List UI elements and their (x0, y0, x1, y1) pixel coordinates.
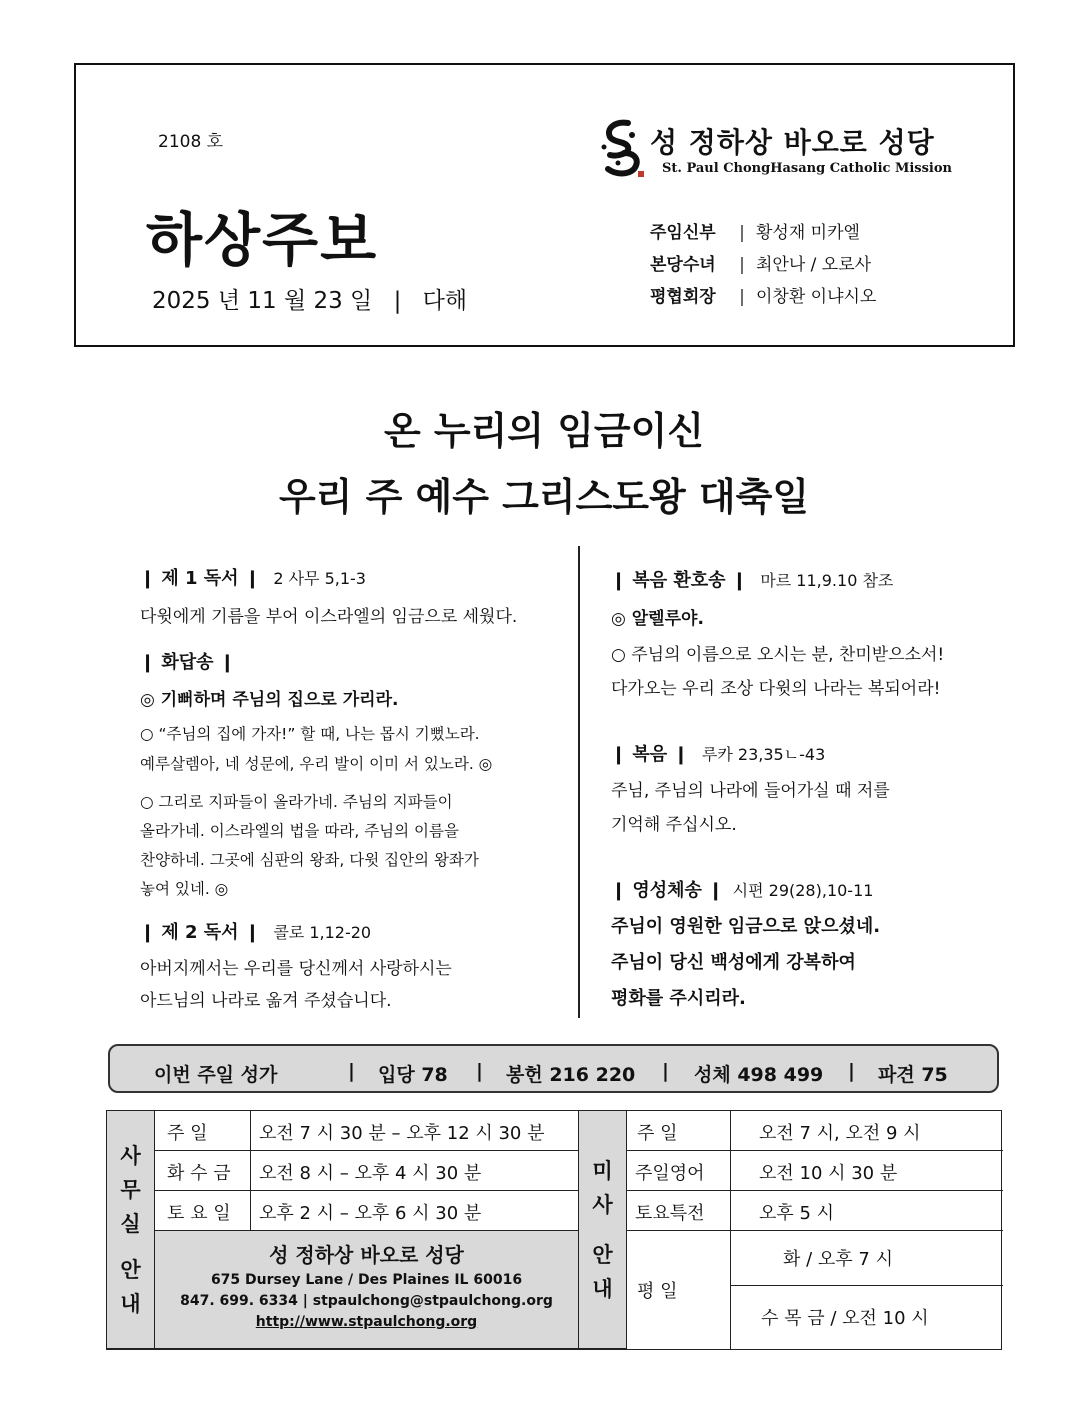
second-reading-ref: 콜로 1,12-20 (273, 923, 372, 942)
parish-name-english: St. Paul ChongHasang Catholic Mission (662, 161, 952, 176)
mass-time-cell: 오전 10 시 30 분 (731, 1151, 1003, 1191)
issue-number: 2108 호 (158, 132, 224, 152)
first-reading-label: ❙ 제 1 독서 ❙ (140, 568, 260, 589)
feast-title-line1: 온 누리의 임금이신 (383, 409, 705, 453)
staff-row (650, 282, 876, 314)
gospel-line: 기억해 주십시오. (611, 815, 737, 835)
church-contact: 847. 699. 6334 | stpaulchong@stpaulchong.org (180, 1293, 553, 1309)
alleluia-heading (611, 566, 893, 592)
feast-title-line2: 우리 주 예수 그리스도왕 대축일 (278, 475, 810, 519)
mass-time-cell: 오전 7 시, 오전 9 시 (731, 1111, 1003, 1151)
office-label-char: 안 (120, 1257, 141, 1282)
church-name: 성 정하상 바오로 성당 (269, 1243, 464, 1267)
mass-label-char: 사 (592, 1192, 613, 1217)
office-label-char: 실 (120, 1211, 141, 1236)
parish-emblem-icon (598, 117, 648, 183)
church-address-block (155, 1231, 579, 1349)
weekday-label-cell: 평 일 (627, 1231, 731, 1349)
hymn-separator: | (348, 1060, 355, 1082)
hymn-communion: 성체 498 499 (694, 1064, 824, 1086)
gospel-heading (611, 740, 825, 766)
second-reading-line: 아드님의 나라로 옮겨 주셨습니다. (140, 991, 392, 1011)
hymn-label: 이번 주일 성가 (154, 1064, 278, 1086)
second-reading-heading (140, 918, 371, 944)
first-reading-heading (140, 564, 366, 590)
staff-row (650, 218, 876, 250)
church-website-link[interactable]: http://www.stpaulchong.org (255, 1314, 478, 1330)
office-label-char: 무 (120, 1177, 141, 1202)
staff-separator: | (739, 287, 745, 307)
mass-label-char: 안 (592, 1242, 613, 1267)
mass-day-cell: 토요특전 (627, 1191, 731, 1231)
psalm-line: 예루살렘아, 네 성문에, 우리 발이 이미 서 있노라. ◎ (140, 755, 493, 773)
office-label-char: 내 (120, 1291, 141, 1316)
hymn-entrance: 입당 78 (378, 1064, 448, 1086)
alleluia-ref: 마르 11,9.10 참조 (760, 571, 894, 590)
psalm-line: ○ “주님의 집에 가자!” 할 때, 나는 몹시 기뻤노라. (140, 725, 480, 743)
communion-heading (611, 876, 873, 902)
staff-name: 황성재 미카엘 (756, 223, 860, 243)
first-reading-ref: 2 사무 5,1-3 (273, 569, 366, 588)
year-cycle: 다해 (422, 288, 468, 314)
staff-name: 최안나 / 오로사 (756, 255, 872, 275)
psalm-line: ○ 그리로 지파들이 올라가네. 주님의 지파들이 (140, 793, 453, 811)
gospel-line: 주님, 주님의 나라에 들어가실 때 저를 (611, 781, 890, 801)
gospel-ref: 루카 23,35ㄴ-43 (701, 745, 826, 764)
parish-name-korean: 성 정하상 바오로 성당 (650, 126, 935, 159)
office-day-cell: 주 일 (155, 1111, 251, 1151)
staff-role: 평협회장 (650, 287, 716, 307)
communion-line: 평화를 주시리라. (611, 988, 746, 1009)
date-text: 2025 년 11 월 23 일 (152, 288, 373, 314)
mass-day-cell: 주 일 (627, 1111, 731, 1151)
bulletin-date (152, 282, 467, 315)
psalm-heading (140, 648, 235, 674)
office-time-cell: 오전 8 시 – 오후 4 시 30 분 (251, 1151, 579, 1191)
second-reading-line: 아버지께서는 우리를 당신께서 사랑하시는 (140, 959, 452, 979)
office-label-char: 사 (120, 1143, 141, 1168)
staff-role: 본당수녀 (650, 255, 716, 275)
office-time-cell: 오전 7 시 30 분 – 오후 12 시 30 분 (251, 1111, 579, 1151)
mass-label-char: 미 (592, 1158, 613, 1183)
psalm-line: 찬양하네. 그곳에 심판의 왕좌, 다윗 집안의 왕좌가 (140, 851, 479, 869)
psalm-refrain: ◎ 기뻐하며 주님의 집으로 가리라. (140, 690, 399, 710)
gospel-label: ❙ 복음 ❙ (611, 744, 689, 765)
hymn-offertory: 봉헌 216 220 (506, 1064, 636, 1086)
communion-line: 주님이 영원한 임금으로 앉으셨네. (611, 916, 881, 937)
column-divider (578, 546, 580, 1018)
psalm-line: 놓여 있네. ◎ (140, 880, 229, 898)
weekday-time-cell: 수 목 금 / 오전 10 시 (761, 1308, 929, 1329)
office-day-cell: 화 수 금 (155, 1151, 251, 1191)
second-reading-label: ❙ 제 2 독서 ❙ (140, 922, 260, 943)
psalm-line: 올라가네. 이스라엘의 법을 따라, 주님의 이름을 (140, 822, 459, 840)
info-table (106, 1110, 1002, 1350)
mass-time-cell: 오후 5 시 (731, 1191, 1003, 1231)
staff-list (650, 218, 876, 314)
hymn-bar (108, 1044, 999, 1093)
bulletin-title: 하상주보 (146, 206, 379, 274)
mass-label (579, 1111, 627, 1349)
staff-separator: | (739, 255, 745, 275)
communion-label: ❙ 영성체송 ❙ (611, 880, 724, 901)
office-label (107, 1111, 155, 1349)
staff-row (650, 250, 876, 282)
first-reading-text: 다윗에게 기름을 부어 이스라엘의 임금으로 세웠다. (140, 607, 518, 627)
hymn-recessional: 파견 75 (878, 1064, 948, 1086)
staff-role: 주임신부 (650, 223, 716, 243)
psalm-label: ❙ 화답송 ❙ (140, 652, 235, 673)
office-day-cell: 토 요 일 (155, 1191, 251, 1231)
parish-logo (598, 117, 978, 185)
communion-line: 주님이 당신 백성에게 강복하여 (611, 952, 856, 973)
mass-label-char: 내 (592, 1276, 613, 1301)
alleluia-line: 다가오는 우리 조상 다윗의 나라는 복되어라! (611, 679, 941, 699)
office-time-cell: 오후 2 시 – 오후 6 시 30 분 (251, 1191, 579, 1231)
alleluia-label: ❙ 복음 환호송 ❙ (611, 570, 747, 591)
mass-day-cell: 주일영어 (627, 1151, 731, 1191)
staff-name: 이창환 이냐시오 (756, 287, 877, 307)
communion-ref: 시편 29(28),10-11 (732, 881, 874, 900)
hymn-separator: | (848, 1060, 855, 1082)
alleluia-line: ○ 주님의 이름으로 오시는 분, 찬미받으소서! (611, 645, 945, 665)
alleluia-refrain: ◎ 알렐루야. (611, 609, 704, 629)
weekday-time-cell: 화 / 오후 7 시 (731, 1231, 1003, 1286)
masthead-box (74, 63, 1015, 347)
staff-separator: | (739, 223, 745, 243)
hymn-separator: | (662, 1060, 669, 1082)
church-address: 675 Dursey Lane / Des Plaines IL 60016 (210, 1272, 523, 1288)
date-separator: | (393, 288, 402, 314)
hymn-separator: | (476, 1060, 483, 1082)
